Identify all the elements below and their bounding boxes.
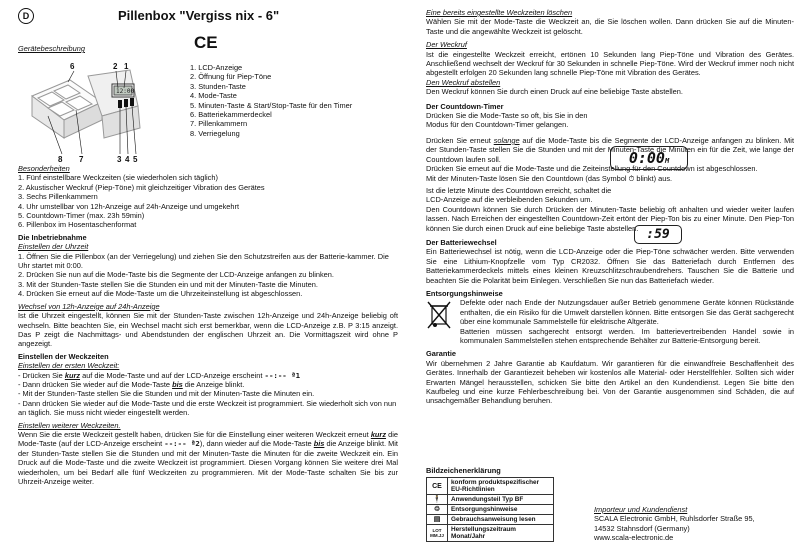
battery-text: Ein Batteriewechsel ist nötig, wenn die LCD-Anzeige oder die Piep-Töne schwächer werden. Bitte verwenden Sie eine Lithium-Knopfzelle vom Typ CR2032. Öffnen Sie das Batteriefach durch Entfernen des Batteriekammerdeckels mittels eines kleinen Kreuzschlitzschraubendrehers. Tauschen Sie die Batterie und beachten Sie die Polarität beim Einlegen. Verschließen Sie nun das Batteriefach wieder. — [426, 247, 794, 285]
disposal-block — [426, 298, 794, 345]
callout-4: 4 — [125, 155, 130, 164]
countdown-p3: Drücken Sie erneut auf die Mode-Taste und die Zeiteinstellung für den Countdown ist abgeschlossen. — [426, 164, 758, 174]
legend-item: 4. Mode-Taste — [190, 91, 237, 101]
wheelie-bin-icon — [426, 300, 454, 332]
clock-step: 2. Drücken Sie nun auf die Mode-Taste bis die Segmente der LCD-Anzeige anfangen zu blinken. — [18, 270, 334, 280]
bf-type-icon: 🕴 — [427, 495, 448, 505]
legend-item: 7. Pillenkammern — [190, 119, 248, 129]
symbols-heading: Bildzeichenerklärung — [426, 466, 501, 475]
wake-stop-text: Den Weckruf können Sie durch einen Druck auf eine beliebige Taste abstellen. — [426, 87, 683, 97]
ce-mark: CE — [194, 33, 218, 52]
wake-stop-heading: Den Weckruf abstellen — [426, 77, 501, 87]
feature-item: 2. Akustischer Weckruf (Piep-Töne) mit gleichzeitiger Vibration des Gerätes — [18, 182, 265, 192]
clock-step: 1. Öffnen Sie die Pillenbox (an der Verriegelung) und ziehen Sie den Schutzstreifen aus der Batterie-kammer. Die Uhr startet mit 0:00. — [18, 251, 389, 271]
delete-text: Wählen Sie mit der Mode-Taste die Weckzeit an, die Sie löschen wollen. Dann drücken Sie auf die Minuten-Taste und die angewählte Weckzeit ist gelöscht. — [426, 17, 794, 36]
legend-item: 6. Batteriekammerdeckel — [190, 110, 272, 120]
warranty-text: Wir übernehmen 2 Jahre Garantie ab Kaufdatum. Wir garantieren für die einwandfreie Beschaffenheit des Gerätes. Innerhalb der Garantiezeit beheben wir kostenlos alle Material- oder Herstellfehler. Sollten sich wider Erwarten Mängel herausstellen, schicken Sie bitte den Artikel an den Kundendienst. Legen Sie bitte den Kaufbeleg und eine kurze Fehlerbeschreibung bei. Von der Garantie ausgenommen sind Schäden, die auf unsachgemäßer Behandlung beruhen. — [426, 358, 794, 406]
callout-3: 3 — [117, 155, 122, 164]
more-alarms-heading: Einstellen weiterer Weckzeiten. — [18, 420, 121, 430]
first-alarm-heading: Einstellen der ersten Weckzeit: — [18, 361, 120, 371]
page-title: Pillenbox "Vergiss nix - 6" — [118, 8, 280, 23]
callout-5: 5 — [133, 155, 138, 164]
feature-item: 6. Pillenbox im Hosentaschenformat — [18, 220, 137, 230]
ce-icon: CE — [427, 478, 448, 495]
table-row: CE konform produktspezifischer EU-Richtlinien — [427, 478, 554, 495]
first-alarm-step: - Dann drücken Sie wieder auf die Mode-Taste bis die Anzeige blinkt. — [18, 379, 245, 389]
importer-line: SCALA Electronic GmbH, Ruhlsdorfer Straße 95, — [594, 514, 755, 524]
setup-heading: Die Inbetriebnahme — [18, 232, 87, 242]
right-column — [426, 8, 794, 553]
countdown-p2: Drücken Sie erneut solange auf die Mode-Taste bis die Segmente der LCD-Anzeige anfangen zu blinken. Mit der Stunden-Taste stellen Sie die Stunden und mit der Minuten-Taste die Minuten ein für die Zeit, wie lange der Countdown laufen soll. — [426, 135, 794, 164]
first-alarm-step: - Drücken Sie kurz auf die Mode-Taste und auf der LCD-Anzeige erscheint --:-- ª1 — [18, 370, 301, 380]
importer-website-link[interactable]: www.scala-electronic.de — [594, 533, 674, 543]
table-row: LOT MM.JJ Herstellungszeitraum Monat/Jahr — [427, 525, 554, 542]
parts-legend — [190, 63, 400, 138]
legend-item: 5. Minuten-Taste & Start/Stop-Taste für den Timer — [190, 100, 353, 110]
disposal-icon: ♲ — [427, 505, 448, 515]
countdown-p5: Ist die letzte Minute des Countdown erreicht, schaltet die LCD-Anzeige auf die verbleibenden Sekunden um. — [426, 185, 612, 205]
figure-lcd-text: 12:00 — [116, 88, 135, 95]
device-illustration — [18, 58, 186, 164]
feature-item: 5. Countdown-Timer (max. 23h 59min) — [18, 211, 145, 221]
legend-item: 8. Verriegelung — [190, 128, 240, 138]
table-row: ▤ Gebrauchsanweisung lesen — [427, 515, 554, 525]
importer-block — [594, 505, 794, 543]
switch-text: Ist die Uhrzeit eingestellt, können Sie mit der Stunden-Taste zwischen 12h-Anzeige und 24h-Anzeige beliebig oft wechseln. Bitte beachten Sie, ein Wechsel macht sich erst bemerkbar, wenn die LCD-Anzeige z.B. P 3:15 anzeigt. Das P zeigt die Nachmittags- und Abendstunden der englischen Uhrzeit an. Die Vormittagszeit wird ohne P angezeigt. — [18, 311, 398, 349]
first-alarm-step: - Mit der Stunden-Taste stellen Sie die Stunden und mit der Minuten-Taste die Minuten ein. — [18, 389, 315, 399]
legend-item: 1. LCD-Anzeige — [190, 63, 243, 72]
wake-heading: Der Weckruf — [426, 40, 467, 50]
disposal-p1: Defekte oder nach Ende der Nutzungsdauer außer Betrieb genommene Geräte können Rückstände enthalten, die ein Risiko für die Umwelt darstellen können. Bitte entsorgen Sie das Gerät sachgerecht über eine kommunale Sammelstelle für elektrische Altgeräte. — [460, 298, 794, 327]
switch-heading: Wechsel von 12h-Anzeige auf 24h-Anzeige — [18, 301, 160, 311]
feature-item: 4. Uhr umstellbar von 12h-Anzeige auf 24h-Anzeige und umgekehrt — [18, 201, 240, 211]
legend-item: 3. Stunden-Taste — [190, 81, 246, 91]
alarms-heading: Einstellen der Weckzeiten — [18, 351, 109, 361]
legend-item: 2. Öffnung für Piep-Töne — [190, 72, 272, 82]
countdown-p4: Mit der Minuten-Taste lösen Sie den Countdown (das Symbol ⏱ blinkt) aus. — [426, 173, 673, 183]
countdown-p6: Den Countdown können Sie durch Drücken der Minuten-Taste beliebig oft anhalten und wieder weiter laufen lassen. Nach Erreichen der eingestellten Countdown-Zeit ertönt der Piep-Ton bis zu einer Minute. Den Piep-Ton können Sie durch einen Druck auf eine beliebige Taste abstellen. — [426, 204, 794, 233]
callout-1: 1 — [124, 62, 129, 71]
clock-heading: Einstellen der Uhrzeit — [18, 242, 89, 252]
left-column — [18, 8, 398, 553]
lcd-code: --:-- ª1 — [264, 370, 301, 380]
importer-heading: Importeur und Kundendienst — [594, 505, 688, 514]
callout-8: 8 — [58, 155, 63, 164]
minute-button — [130, 98, 134, 106]
mode-button — [124, 99, 128, 107]
pillbox-drawing — [18, 58, 186, 164]
callout-2: 2 — [113, 62, 118, 71]
table-row: 🕴 Anwendungsteil Typ BF — [427, 495, 554, 505]
importer-line: 14532 Stahnsdorf (Germany) — [594, 523, 690, 533]
feature-item: 1. Fünf einstellbare Weckzeiten (sie wiederholen sich täglich) — [18, 173, 218, 183]
countdown-heading: Der Countdown-Timer — [426, 101, 504, 111]
warranty-heading: Garantie — [426, 349, 456, 359]
clock-step: 3. Mit der Stunden-Taste stellen Sie die Stunden ein und mit der Minuten-Taste die Minuten. — [18, 279, 318, 289]
language-badge: D — [18, 8, 34, 24]
more-alarms-text: Wenn Sie die erste Weckzeit gestellt haben, drücken Sie für die Einstellung einer weiteren Weckzeit erneut kurz die Mode-Taste (auf der LCD-Anzeige erscheint --:-- ª2), dann wieder auf die Mode-Taste bis die Anzeige blinkt. Mit der Stunden-Taste stellen Sie die Stunden und mit der Minuten-Taste die Minuten für die zweite Weckzeit ein. Ein Druck auf die Mode-Taste und die zweite Weckzeit ist programmiert. Diesen Vorgang können Sie weitere drei Mal wiederholen, um bei Bedarf alle fünf Weckzeiten zu programmieren. Mit der Mode-Taste schalten Sie bis zur Uhrzeit-Anzeige weiter. — [18, 429, 399, 486]
hour-button — [118, 100, 122, 108]
left-text-flow — [18, 164, 398, 486]
lcd-code: --:-- ª2 — [164, 439, 200, 449]
callout-7: 7 — [79, 155, 84, 164]
callout-6: 6 — [70, 62, 75, 71]
wake-text: Ist die eingestellte Weckzeit erreicht, ertönen 10 Sekunden lang Piep-Töne und Vibration des Gerätes. Anschließend wechselt der Weckruf für 30 Sekunden in schnelle Piep-Töne. Wird der Weckruf immer noch nicht abgestellt erfolgen 20 Sekunden lang schnelle Piep-Töne mit Vibration des Gerätes. — [426, 49, 794, 78]
delete-heading: Eine bereits eingestellte Weckzeiten löschen — [426, 8, 573, 17]
device-heading: Gerätebeschreibung — [18, 44, 85, 53]
symbols-table — [426, 477, 554, 542]
lcd-countdown-display: 0:00M — [610, 146, 688, 170]
disposal-p2: Batterien müssen sachgerecht entsorgt werden. Im batterievertreibenden Handel sowie in kommunalen Sammelstellen stehen entsprechende Behälter zur Batterie-Entsorgung bereit. — [460, 326, 794, 345]
countdown-p1: Drücken Sie die Mode-Taste so oft, bis Sie in den Modus für den Countdown-Timer gelangen. — [426, 111, 588, 130]
lot-icon: LOT MM.JJ — [427, 525, 448, 542]
manual-icon: ▤ — [427, 515, 448, 525]
table-row: ♲ Entsorgungshinweise — [427, 505, 554, 515]
battery-heading: Der Batteriewechsel — [426, 237, 497, 247]
feature-item: 3. Sechs Pillenkammern — [18, 192, 98, 202]
timer-icon: ⏱ — [628, 173, 635, 183]
lcd-seconds-display: :59 — [634, 225, 682, 244]
disposal-heading: Entsorgungshinweise — [426, 288, 503, 298]
first-alarm-step: - Dann drücken Sie wieder auf die Mode-Taste und die erste Weckzeit ist programmiert. Sie wiederholt sich von nun an täglich. Sie muss nicht wieder eingestellt werden. — [18, 398, 397, 418]
clock-step: 4. Drücken Sie erneut auf die Mode-Taste um die Uhrzeiteinstellung ist abgeschlossen. — [18, 289, 303, 299]
features-heading: Besonderheiten — [18, 164, 70, 173]
